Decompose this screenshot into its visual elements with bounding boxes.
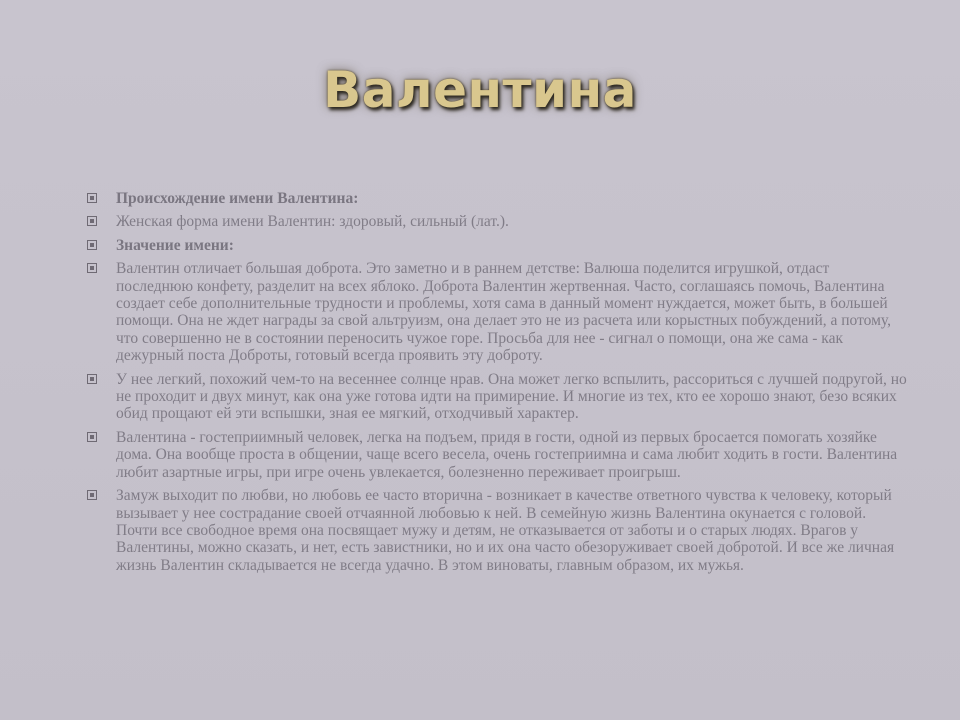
- square-bullet-icon: [87, 193, 97, 203]
- square-bullet-icon: [87, 432, 97, 442]
- bullet-item: [85, 487, 910, 574]
- bullet-item: [85, 237, 910, 254]
- bullet-text: Замуж выходит по любви, но любовь ее часто вторична - возникает в качестве ответного чувства к человеку, который вызывает у нее сострадание своей отчаянной любовью к ней. В семейную жизнь Валентина окунается с головой. Почти все свободное время она посвящает мужу и детям, не отказывается от заботы и о старых людях. Врагов у Валентины, можно сказать, и нет, есть завистники, но и их она часто обезоруживает своей добротой. И все же личная жизнь Валентин складывается не всегда удачно. В этом виноваты, главным образом, их мужья.: [116, 487, 895, 574]
- square-bullet-icon: [87, 263, 97, 273]
- bullet-text: Валентина - гостеприимный человек, легка на подъем, придя в гости, одной из первых бросается помогать хозяйке дома. Она вообще проста в общении, чаще всего весела, очень гостеприимна и сама любит ходить в гости. Валентина любит азартные игры, при игре очень увлекается, болезненно переживает проигрыш.: [116, 428, 898, 481]
- slide-title: Валентина: [323, 61, 637, 119]
- bullet-item: [85, 371, 910, 423]
- square-bullet-icon: [87, 374, 97, 384]
- bullet-item: [85, 213, 910, 230]
- bullet-item: [85, 429, 910, 481]
- bullet-text: У нее легкий, похожий чем-то на весеннее солнце нрав. Она может легко вспылить, рассориться с лучшей подругой, но не проходит и двух минут, как она уже готова идти на примирение. И многие из тех, кто ее хорошо знают, безо всяких обид прощают ей эти вспышки, зная ее мягкий, отходчивый характер.: [116, 370, 907, 423]
- bullet-text: Значение имени:: [116, 236, 234, 254]
- bullet-item: [85, 190, 910, 207]
- square-bullet-icon: [87, 490, 97, 500]
- bullet-text: Женская форма имени Валентин: здоровый, сильный (лат.).: [116, 213, 509, 231]
- square-bullet-icon: [87, 216, 97, 226]
- bullet-text: Валентин отличает большая доброта. Это заметно и в раннем детстве: Валюша поделится игрушкой, отдаст последнюю конфету, разделит на всех яблоко. Доброта Валентин жертвенная. Часто, соглашаясь помочь, Валентина создает себе дополнительные трудности и проблемы, хотя сама в данный момент нуждается, может быть, в большей помощи. Она не ждет награды за свой альтруизм, она делает это не из расчета или корыстных побуждений, а потому, что совершенно не в состоянии переносить чужое горе. Просьба для нее - сигнал о помощи, она же сама - как дежурный поста Доброты, готовый всегда проявить эту доброту.: [116, 260, 892, 365]
- bullet-text: Происхождение имени Валентина:: [116, 190, 359, 207]
- bullet-item: [85, 260, 910, 364]
- bullet-list: [85, 190, 910, 580]
- square-bullet-icon: [87, 240, 97, 250]
